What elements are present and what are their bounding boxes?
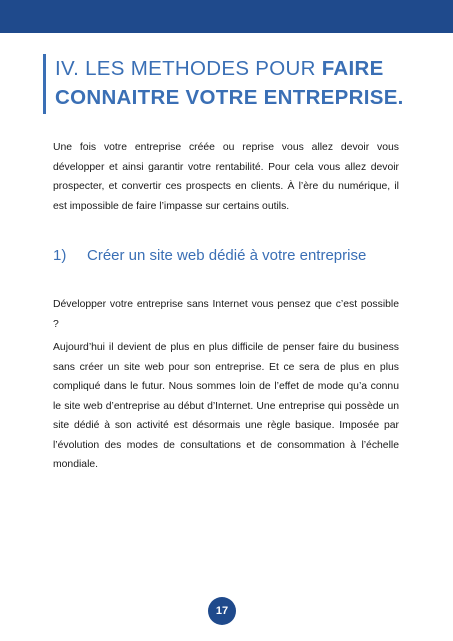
section-heading-text: Créer un site web dédié à votre entreprise	[87, 247, 367, 264]
paragraph-body: Aujourd’hui il devient de plus en plus difficile de penser faire du business sans créer un site web pour son entreprise. Et ce sera de plus en plus compliqué dans le futur. Nous sommes loin de l’effet de mode qu’a connu le site web d’entreprise au début d’Internet. Une entreprise qui possède un site dédié à son activité est désormais une règle basique. Imposée par l’évolution des modes de consultations et de consommation à l’échelle mondiale.	[53, 342, 399, 470]
chapter-title-bold-text: FAIRE	[321, 57, 384, 80]
page-number-badge: 17	[208, 597, 236, 625]
intro-paragraph: Une fois votre entreprise créée ou reprise vous allez devoir vous développer et ainsi garantir votre rentabilité. Pour cela vous allez devoir prospecter, et convertir ces prospects en clients. À l’ère du numérique, il est impossible de faire l’impasse sur certains outils.	[53, 142, 399, 212]
section-heading	[53, 244, 413, 268]
section-number: 1)	[53, 247, 67, 264]
chapter-title-line-2: CONNAITRE VOTRE ENTREPRISE.	[55, 86, 404, 109]
paragraph-question: Développer votre entreprise sans Internet vous pensez que c’est possible ?	[53, 299, 399, 330]
chapter-title	[43, 54, 413, 114]
chapter-title-light-text: IV. LES METHODES POUR	[55, 57, 322, 80]
chapter-title-line-1	[55, 54, 413, 83]
header-band	[0, 0, 453, 33]
